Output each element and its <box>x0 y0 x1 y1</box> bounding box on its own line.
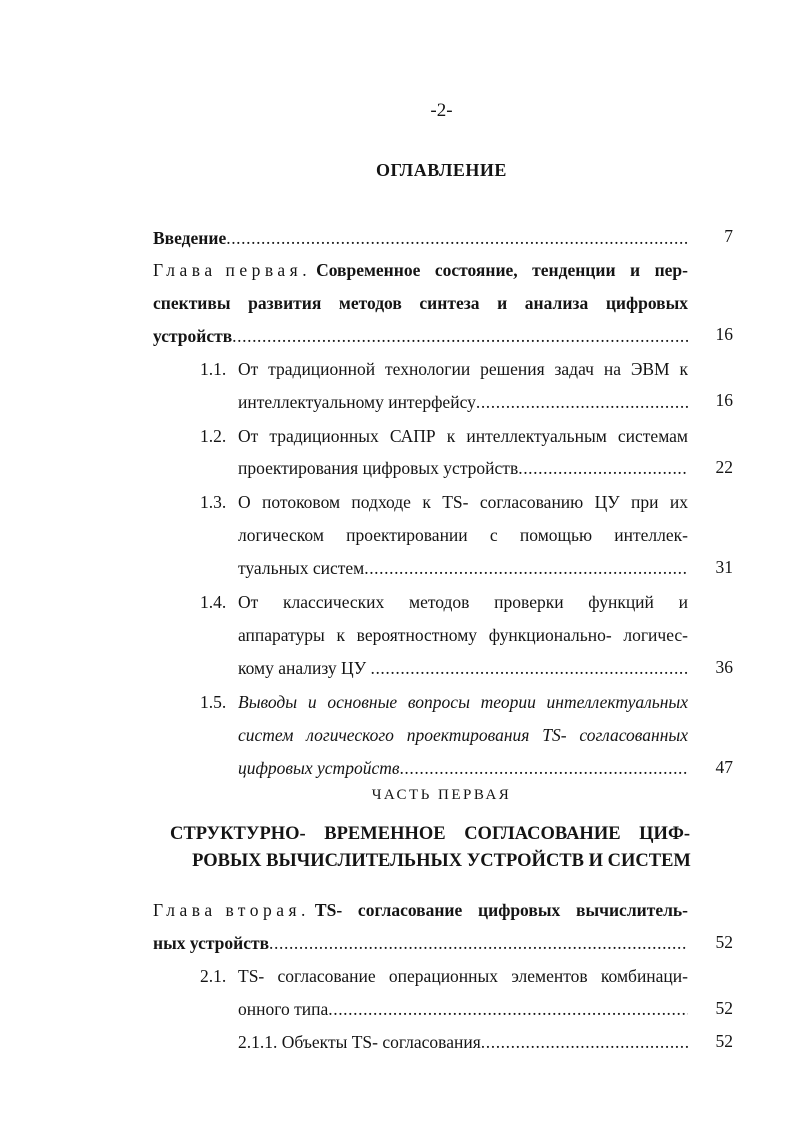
section-2-1-1-page: 52 <box>715 1031 733 1051</box>
page-number: -2- <box>430 100 453 121</box>
chapter2-title-line1: TS- согласование цифровых вычислитель- <box>314 900 688 920</box>
section-2-1-1-label: 2.1.1. Объекты TS- согласования <box>238 1032 481 1052</box>
section-1-1-line2: интеллектуальному интерфейсу <box>238 392 476 412</box>
toc-entry-1-4[interactable] <box>238 656 688 680</box>
part-title-line1: СТРУКТУРНО- ВРЕМЕННОЕ СОГЛАСОВАНИЕ ЦИФ- <box>170 824 690 844</box>
chapter1-page: 16 <box>715 324 733 344</box>
dot-leader <box>370 656 688 680</box>
section-1-5-line2: систем логического проектирования TS- согласованных <box>238 725 688 745</box>
toc-entry-chapter2[interactable] <box>153 931 688 955</box>
toc-entry-intro[interactable] <box>153 226 688 250</box>
section-number: 1.2. <box>200 426 227 446</box>
section-1-5-line1: Выводы и основные вопросы теории интеллектуальных <box>238 692 688 712</box>
section-1-3-line1: О потоковом подходе к TS- согласованию ЦУ при их <box>238 492 688 512</box>
section-1-4-line3: кому анализу ЦУ <box>238 658 371 678</box>
toc-entry-1-2[interactable] <box>238 456 688 480</box>
section-number: 2.1. <box>200 966 227 986</box>
intro-page: 7 <box>724 226 733 246</box>
section-number: 1.1. <box>200 359 227 379</box>
section-1-3-line3: туальных систем <box>238 558 365 578</box>
dot-leader <box>476 390 688 414</box>
chapter1-title-line1: Современное состояние, тенденции и пер- <box>316 260 688 280</box>
chapter1-line1 <box>153 258 688 282</box>
section-number: 1.4. <box>200 592 227 612</box>
intro-label: Введение <box>153 228 227 248</box>
section-1-4-line1: От классических методов проверки функций и <box>238 592 688 612</box>
dot-leader <box>399 756 688 780</box>
chapter1-title-line3: устройств <box>153 326 233 346</box>
dot-leader <box>328 997 688 1021</box>
chapter1-title-line2: спективы развития методов синтеза и анализа цифровых <box>153 293 688 313</box>
dot-leader <box>364 556 688 580</box>
toc-entry-2-1[interactable] <box>238 997 688 1021</box>
chapter2-page: 52 <box>715 932 733 952</box>
dot-leader <box>226 226 688 250</box>
section-2-1-line2: онного типа <box>238 999 329 1019</box>
section-1-5-page: 47 <box>715 757 733 777</box>
toc-entry-1-1[interactable] <box>238 390 688 414</box>
toc-entry-1-5[interactable] <box>238 756 688 780</box>
dot-leader <box>481 1030 688 1054</box>
section-1-3-page: 31 <box>715 557 733 577</box>
section-1-4-page: 36 <box>715 657 733 677</box>
dot-leader <box>232 324 688 348</box>
section-1-5-line3: цифровых устройств <box>238 758 400 778</box>
section-2-1-line1: TS- согласование операционных элементов комбинаци- <box>238 966 688 986</box>
chapter2-prefix: Глава вторая. <box>153 900 310 920</box>
section-number: 1.3. <box>200 492 227 512</box>
section-1-1-page: 16 <box>715 390 733 410</box>
toc-entry-1-3[interactable] <box>238 556 688 580</box>
chapter1-prefix: Глава первая. <box>153 260 312 280</box>
part-title-line2: РОВЫХ ВЫЧИСЛИТЕЛЬНЫХ УСТРОЙСТВ И СИСТЕМ <box>192 851 691 871</box>
dot-leader <box>269 931 688 955</box>
section-1-2-line2: проектирования цифровых устройств <box>238 458 519 478</box>
section-1-2-page: 22 <box>715 457 733 477</box>
section-number: 1.5. <box>200 692 227 712</box>
dot-leader <box>518 456 688 480</box>
part-label: ЧАСТЬ ПЕРВАЯ <box>371 787 512 803</box>
toc-title: ОГЛАВЛЕНИЕ <box>376 160 507 180</box>
toc-entry-2-1-1[interactable] <box>238 1030 688 1054</box>
section-1-4-line2: аппаратуры к вероятностному функционально- логичес- <box>238 625 688 645</box>
section-1-3-line2: логическом проектировании с помощью интеллек- <box>238 525 688 545</box>
chapter2-line1 <box>153 898 688 922</box>
chapter2-title-line2: ных устройств <box>153 933 270 953</box>
section-1-1-line1: От традиционной технологии решения задач на ЭВМ к <box>238 359 688 379</box>
toc-entry-chapter1[interactable] <box>153 324 688 348</box>
section-1-2-line1: От традиционных САПР к интеллектуальным системам <box>238 426 688 446</box>
section-2-1-page: 52 <box>715 998 733 1018</box>
